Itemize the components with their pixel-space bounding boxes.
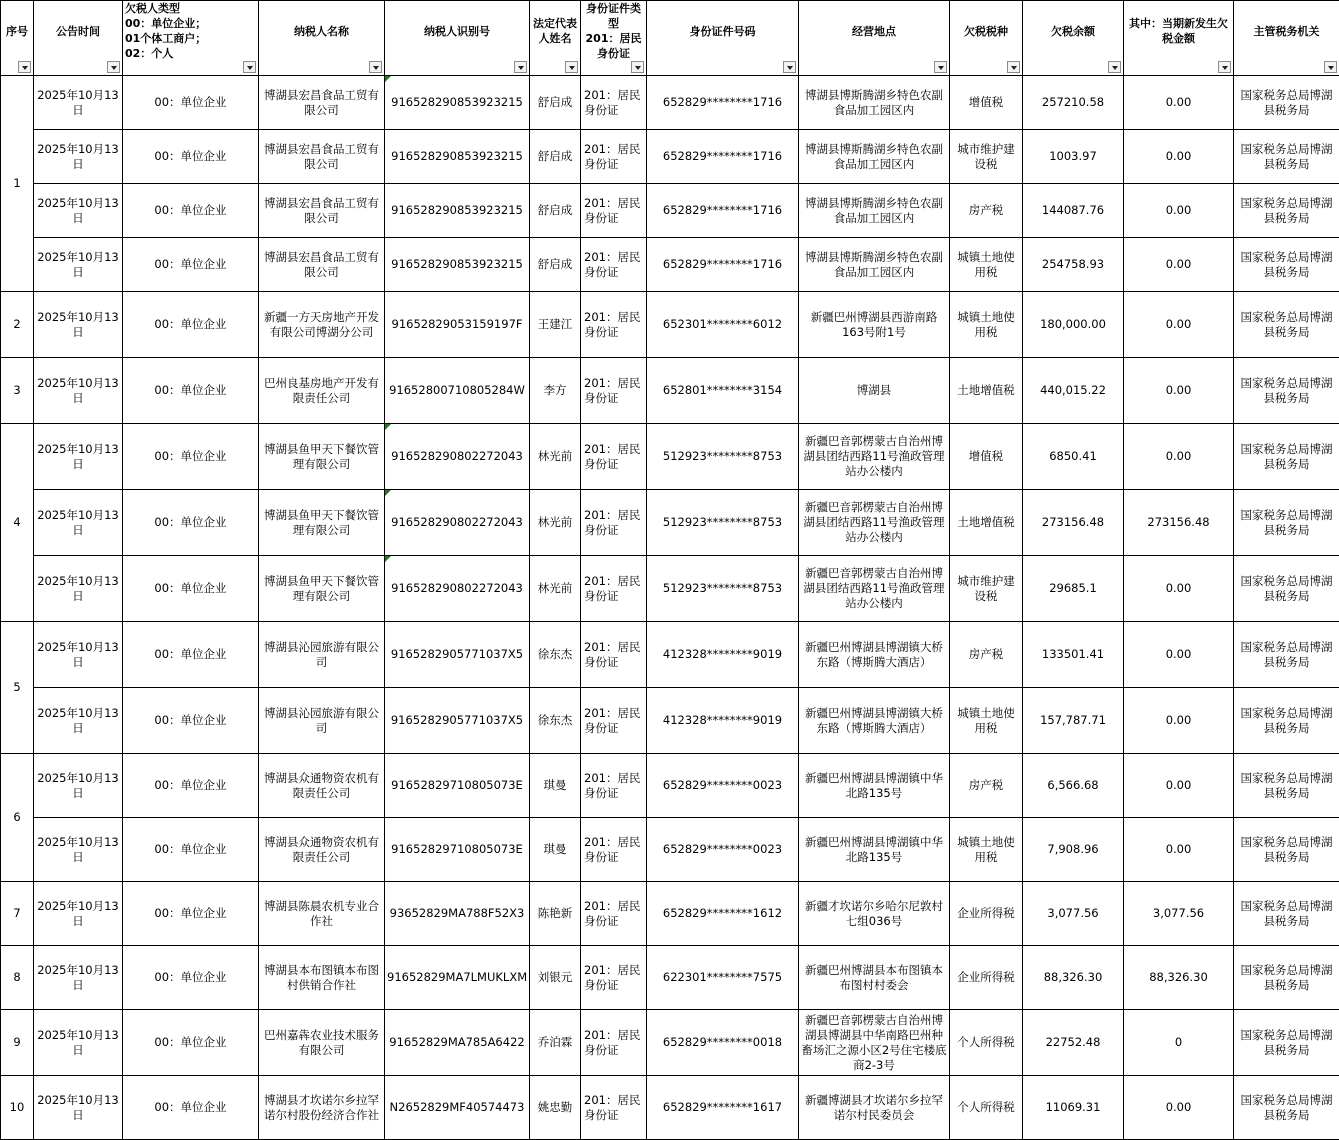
idtype-cell[interactable]: 201：居民身份证 xyxy=(581,490,647,556)
col-header-tin: 纳税人识别号 xyxy=(385,1,530,76)
new-arrears-cell[interactable]: 0.00 xyxy=(1124,238,1234,292)
rep-cell[interactable]: 琪曼 xyxy=(530,818,581,882)
date-cell[interactable]: 2025年10月13日 xyxy=(34,688,123,754)
col-header-office: 主管税务机关 xyxy=(1234,1,1339,76)
addr-cell[interactable]: 新疆巴州博湖县博湖镇大桥东路（博斯腾大酒店） xyxy=(799,622,950,688)
idno-cell[interactable]: 652829********1716 xyxy=(647,130,799,184)
office-cell[interactable]: 国家税务总局博湖县税务局 xyxy=(1234,688,1339,754)
rep-cell[interactable]: 林光前 xyxy=(530,424,581,490)
seq-cell[interactable]: 10 xyxy=(1,1076,34,1140)
idtype-cell[interactable]: 201：居民身份证 xyxy=(581,1076,647,1140)
rep-cell[interactable]: 姚忠勤 xyxy=(530,1076,581,1140)
comment-marker xyxy=(385,556,391,562)
filter-dropdown-icon[interactable] xyxy=(1324,61,1337,73)
filter-dropdown-icon[interactable] xyxy=(18,61,31,73)
tin-cell[interactable]: 91652829MA785A6422 xyxy=(385,1010,530,1076)
table-row xyxy=(1,556,1339,622)
col-header-new: 其中：当期新发生欠税金额 xyxy=(1124,1,1234,76)
idtype-cell[interactable]: 201：居民身份证 xyxy=(581,130,647,184)
seq-cell[interactable]: 5 xyxy=(1,622,34,754)
addr-cell[interactable]: 新疆巴州博湖县西游南路163号附1号 xyxy=(799,292,950,358)
rep-cell[interactable]: 琪曼 xyxy=(530,754,581,818)
new-arrears-cell[interactable]: 0.00 xyxy=(1124,754,1234,818)
idno-cell[interactable]: 512923********8753 xyxy=(647,490,799,556)
tax-cell[interactable]: 个人所得税 xyxy=(950,1010,1023,1076)
idtype-cell[interactable]: 201：居民身份证 xyxy=(581,688,647,754)
balance-cell[interactable]: 22752.48 xyxy=(1023,1010,1124,1076)
rep-cell[interactable]: 舒启成 xyxy=(530,76,581,130)
balance-cell[interactable]: 3,077.56 xyxy=(1023,882,1124,946)
balance-cell[interactable]: 257210.58 xyxy=(1023,76,1124,130)
filter-dropdown-icon[interactable] xyxy=(934,61,947,73)
tin-cell[interactable]: 916528290802272043 xyxy=(385,424,530,490)
name-cell[interactable]: 博湖县陈晨农机专业合作社 xyxy=(259,882,385,946)
office-cell[interactable]: 国家税务总局博湖县税务局 xyxy=(1234,556,1339,622)
col-header-date: 公告时间 xyxy=(34,1,123,76)
office-cell[interactable]: 国家税务总局博湖县税务局 xyxy=(1234,1076,1339,1140)
idno-cell[interactable]: 412328********9019 xyxy=(647,622,799,688)
idtype-cell[interactable]: 201：居民身份证 xyxy=(581,424,647,490)
addr-cell[interactable]: 博湖县博斯腾湖乡特色农副食品加工园区内 xyxy=(799,184,950,238)
type-cell[interactable]: 00：单位企业 xyxy=(123,358,259,424)
idno-cell[interactable]: 622301********7575 xyxy=(647,946,799,1010)
name-cell[interactable]: 博湖县宏昌食品工贸有限公司 xyxy=(259,238,385,292)
balance-cell[interactable]: 157,787.71 xyxy=(1023,688,1124,754)
type-cell[interactable]: 00：单位企业 xyxy=(123,76,259,130)
idtype-cell[interactable]: 201：居民身份证 xyxy=(581,882,647,946)
idtype-cell[interactable]: 201：居民身份证 xyxy=(581,238,647,292)
idtype-cell[interactable]: 201：居民身份证 xyxy=(581,76,647,130)
addr-cell[interactable]: 新疆巴州博湖县博湖镇大桥东路（博斯腾大酒店） xyxy=(799,688,950,754)
new-arrears-cell[interactable]: 0.00 xyxy=(1124,818,1234,882)
office-cell[interactable]: 国家税务总局博湖县税务局 xyxy=(1234,238,1339,292)
balance-cell[interactable]: 88,326.30 xyxy=(1023,946,1124,1010)
tax-cell[interactable]: 企业所得税 xyxy=(950,946,1023,1010)
idno-cell[interactable]: 652829********1716 xyxy=(647,76,799,130)
seq-cell[interactable]: 7 xyxy=(1,882,34,946)
table-row xyxy=(1,358,1339,424)
tax-cell[interactable]: 城市维护建设税 xyxy=(950,556,1023,622)
table-row xyxy=(1,490,1339,556)
rep-cell[interactable]: 林光前 xyxy=(530,556,581,622)
date-cell[interactable]: 2025年10月13日 xyxy=(34,1076,123,1140)
idno-cell[interactable]: 652301********6012 xyxy=(647,292,799,358)
type-cell[interactable]: 00：单位企业 xyxy=(123,130,259,184)
filter-dropdown-icon[interactable] xyxy=(631,61,644,73)
table-row xyxy=(1,238,1339,292)
name-cell[interactable]: 博湖县沁园旅游有限公司 xyxy=(259,688,385,754)
idno-cell[interactable]: 652829********1612 xyxy=(647,882,799,946)
name-cell[interactable]: 博湖县本布图镇本布图村供销合作社 xyxy=(259,946,385,1010)
office-cell[interactable]: 国家税务总局博湖县税务局 xyxy=(1234,622,1339,688)
rep-cell[interactable]: 林光前 xyxy=(530,490,581,556)
name-cell[interactable]: 巴州良基房地产开发有限责任公司 xyxy=(259,358,385,424)
table-row xyxy=(1,882,1339,946)
type-cell[interactable]: 00：单位企业 xyxy=(123,622,259,688)
tin-cell[interactable]: 916528290853923215 xyxy=(385,76,530,130)
table-row xyxy=(1,184,1339,238)
tin-cell[interactable]: 916528290853923215 xyxy=(385,184,530,238)
seq-cell[interactable]: 4 xyxy=(1,424,34,622)
col-header-idno: 身份证件号码 xyxy=(647,1,799,76)
seq-cell[interactable]: 2 xyxy=(1,292,34,358)
new-arrears-cell[interactable]: 0.00 xyxy=(1124,622,1234,688)
tin-cell[interactable]: 91652829MA7LMUKLXM xyxy=(385,946,530,1010)
idtype-cell[interactable]: 201：居民身份证 xyxy=(581,754,647,818)
filter-dropdown-icon[interactable] xyxy=(107,61,120,73)
new-arrears-cell[interactable]: 0.00 xyxy=(1124,358,1234,424)
balance-cell[interactable]: 11069.31 xyxy=(1023,1076,1124,1140)
idno-cell[interactable]: 652829********0018 xyxy=(647,1010,799,1076)
date-cell[interactable]: 2025年10月13日 xyxy=(34,292,123,358)
name-cell[interactable]: 博湖县鱼甲天下餐饮管理有限公司 xyxy=(259,556,385,622)
addr-cell[interactable]: 新疆博湖县才坎诺尔乡拉罕诺尔村民委员会 xyxy=(799,1076,950,1140)
col-header-rep: 法定代表人姓名 xyxy=(530,1,581,76)
office-cell[interactable]: 国家税务总局博湖县税务局 xyxy=(1234,1010,1339,1076)
table-row xyxy=(1,754,1339,818)
tin-cell[interactable]: 916528290802272043 xyxy=(385,556,530,622)
idno-cell[interactable]: 652829********0023 xyxy=(647,754,799,818)
type-cell[interactable]: 00：单位企业 xyxy=(123,688,259,754)
date-cell[interactable]: 2025年10月13日 xyxy=(34,556,123,622)
seq-cell[interactable]: 9 xyxy=(1,1010,34,1076)
table-row xyxy=(1,946,1339,1010)
name-cell[interactable]: 新疆一方天房地产开发有限公司博湖分公司 xyxy=(259,292,385,358)
addr-cell[interactable]: 新疆巴音郭楞蒙古自治州博湖县团结西路11号渔政管理站办公楼内 xyxy=(799,424,950,490)
name-cell[interactable]: 博湖县才坎诺尔乡拉罕诺尔村股份经济合作社 xyxy=(259,1076,385,1140)
date-cell[interactable]: 2025年10月13日 xyxy=(34,490,123,556)
rep-cell[interactable]: 陈艳新 xyxy=(530,882,581,946)
office-cell[interactable]: 国家税务总局博湖县税务局 xyxy=(1234,76,1339,130)
type-cell[interactable]: 00：单位企业 xyxy=(123,946,259,1010)
balance-cell[interactable]: 29685.1 xyxy=(1023,556,1124,622)
name-cell[interactable]: 博湖县宏昌食品工贸有限公司 xyxy=(259,130,385,184)
new-arrears-cell[interactable]: 3,077.56 xyxy=(1124,882,1234,946)
table-row xyxy=(1,1010,1339,1076)
balance-cell[interactable]: 273156.48 xyxy=(1023,490,1124,556)
type-cell[interactable]: 00：单位企业 xyxy=(123,556,259,622)
tax-cell[interactable]: 城市维护建设税 xyxy=(950,130,1023,184)
tin-cell[interactable]: 9165282905771037X5 xyxy=(385,622,530,688)
tax-cell[interactable]: 企业所得税 xyxy=(950,882,1023,946)
idno-cell[interactable]: 652829********1716 xyxy=(647,184,799,238)
new-arrears-cell[interactable]: 0 xyxy=(1124,1010,1234,1076)
type-cell[interactable]: 00：单位企业 xyxy=(123,238,259,292)
balance-cell[interactable]: 144087.76 xyxy=(1023,184,1124,238)
addr-cell[interactable]: 新疆巴音郭楞蒙古自治州博湖县博湖县中华南路巴州种畜场汇之源小区2号住宅楼底商2-3号 xyxy=(799,1010,950,1076)
new-arrears-cell[interactable]: 0.00 xyxy=(1124,424,1234,490)
addr-cell[interactable]: 新疆才坎诺尔乡哈尔尼敦村七组036号 xyxy=(799,882,950,946)
name-cell[interactable]: 博湖县鱼甲天下餐饮管理有限公司 xyxy=(259,490,385,556)
table-row xyxy=(1,818,1339,882)
addr-cell[interactable]: 新疆巴州博湖县博湖镇中华北路135号 xyxy=(799,818,950,882)
col-header-tax: 欠税税种 xyxy=(950,1,1023,76)
type-cell[interactable]: 00：单位企业 xyxy=(123,490,259,556)
col-header-addr: 经营地点 xyxy=(799,1,950,76)
tin-cell[interactable]: N2652829MF40574473 xyxy=(385,1076,530,1140)
type-cell[interactable]: 00：单位企业 xyxy=(123,818,259,882)
tax-cell[interactable]: 房产税 xyxy=(950,184,1023,238)
date-cell[interactable]: 2025年10月13日 xyxy=(34,76,123,130)
tin-cell[interactable]: 91652800710805284W xyxy=(385,358,530,424)
idtype-cell[interactable]: 201：居民身份证 xyxy=(581,1010,647,1076)
idno-cell[interactable]: 512923********8753 xyxy=(647,424,799,490)
name-cell[interactable]: 博湖县宏昌食品工贸有限公司 xyxy=(259,184,385,238)
rep-cell[interactable]: 乔泊霖 xyxy=(530,1010,581,1076)
name-cell[interactable]: 博湖县众通物资农机有限责任公司 xyxy=(259,754,385,818)
office-cell[interactable]: 国家税务总局博湖县税务局 xyxy=(1234,292,1339,358)
filter-dropdown-icon[interactable] xyxy=(565,61,578,73)
type-cell[interactable]: 00：单位企业 xyxy=(123,1010,259,1076)
balance-cell[interactable]: 6850.41 xyxy=(1023,424,1124,490)
addr-cell[interactable]: 博湖县博斯腾湖乡特色农副食品加工园区内 xyxy=(799,130,950,184)
name-cell[interactable]: 博湖县众通物资农机有限责任公司 xyxy=(259,818,385,882)
idno-cell[interactable]: 412328********9019 xyxy=(647,688,799,754)
tax-cell[interactable]: 个人所得税 xyxy=(950,1076,1023,1140)
date-cell[interactable]: 2025年10月13日 xyxy=(34,130,123,184)
date-cell[interactable]: 2025年10月13日 xyxy=(34,754,123,818)
balance-cell[interactable]: 1003.97 xyxy=(1023,130,1124,184)
name-cell[interactable]: 博湖县宏昌食品工贸有限公司 xyxy=(259,76,385,130)
tin-cell[interactable]: 91652829710805073E xyxy=(385,818,530,882)
office-cell[interactable]: 国家税务总局博湖县税务局 xyxy=(1234,130,1339,184)
tax-cell[interactable]: 城镇土地使用税 xyxy=(950,292,1023,358)
table-row xyxy=(1,76,1339,130)
filter-dropdown-icon[interactable] xyxy=(1218,61,1231,73)
rep-cell[interactable]: 刘银元 xyxy=(530,946,581,1010)
idno-cell[interactable]: 652829********0023 xyxy=(647,818,799,882)
seq-cell[interactable]: 8 xyxy=(1,946,34,1010)
tin-cell[interactable]: 916528290853923215 xyxy=(385,130,530,184)
tin-cell[interactable]: 916528290802272043 xyxy=(385,490,530,556)
balance-cell[interactable]: 6,566.68 xyxy=(1023,754,1124,818)
tax-cell[interactable]: 房产税 xyxy=(950,754,1023,818)
date-cell[interactable]: 2025年10月13日 xyxy=(34,1010,123,1076)
office-cell[interactable]: 国家税务总局博湖县税务局 xyxy=(1234,946,1339,1010)
seq-cell[interactable]: 6 xyxy=(1,754,34,882)
table-row xyxy=(1,688,1339,754)
type-cell[interactable]: 00：单位企业 xyxy=(123,882,259,946)
balance-cell[interactable]: 254758.93 xyxy=(1023,238,1124,292)
office-cell[interactable]: 国家税务总局博湖县税务局 xyxy=(1234,818,1339,882)
col-header-name: 纳税人名称 xyxy=(259,1,385,76)
idno-cell[interactable]: 652801********3154 xyxy=(647,358,799,424)
date-cell[interactable]: 2025年10月13日 xyxy=(34,184,123,238)
idno-cell[interactable]: 652829********1617 xyxy=(647,1076,799,1140)
rep-cell[interactable]: 李方 xyxy=(530,358,581,424)
date-cell[interactable]: 2025年10月13日 xyxy=(34,424,123,490)
addr-cell[interactable]: 新疆巴州博湖县博湖镇中华北路135号 xyxy=(799,754,950,818)
addr-cell[interactable]: 新疆巴州博湖县本布图镇本布图村村委会 xyxy=(799,946,950,1010)
name-cell[interactable]: 巴州嘉犇农业技术服务有限公司 xyxy=(259,1010,385,1076)
comment-marker xyxy=(385,424,391,430)
tax-cell[interactable]: 增值税 xyxy=(950,76,1023,130)
table-row xyxy=(1,292,1339,358)
date-cell[interactable]: 2025年10月13日 xyxy=(34,238,123,292)
new-arrears-cell[interactable]: 0.00 xyxy=(1124,292,1234,358)
table-row xyxy=(1,1076,1339,1140)
addr-cell[interactable]: 博湖县 xyxy=(799,358,950,424)
new-arrears-cell[interactable]: 0.00 xyxy=(1124,130,1234,184)
col-header-bal: 欠税余额 xyxy=(1023,1,1124,76)
new-arrears-cell[interactable]: 0.00 xyxy=(1124,688,1234,754)
idno-cell[interactable]: 652829********1716 xyxy=(647,238,799,292)
addr-cell[interactable]: 博湖县博斯腾湖乡特色农副食品加工园区内 xyxy=(799,238,950,292)
office-cell[interactable]: 国家税务总局博湖县税务局 xyxy=(1234,424,1339,490)
col-header-seq: 序号 xyxy=(1,1,34,76)
comment-marker xyxy=(385,76,391,82)
addr-cell[interactable]: 博湖县博斯腾湖乡特色农副食品加工园区内 xyxy=(799,76,950,130)
seq-cell[interactable]: 3 xyxy=(1,358,34,424)
seq-cell[interactable]: 1 xyxy=(1,76,34,292)
tax-cell[interactable]: 城镇土地使用税 xyxy=(950,688,1023,754)
new-arrears-cell[interactable]: 273156.48 xyxy=(1124,490,1234,556)
type-cell[interactable]: 00：单位企业 xyxy=(123,754,259,818)
type-cell[interactable]: 00：单位企业 xyxy=(123,184,259,238)
table-row xyxy=(1,130,1339,184)
date-cell[interactable]: 2025年10月13日 xyxy=(34,358,123,424)
rep-cell[interactable]: 王建江 xyxy=(530,292,581,358)
balance-cell[interactable]: 180,000.00 xyxy=(1023,292,1124,358)
table-row xyxy=(1,424,1339,490)
type-cell[interactable]: 00：单位企业 xyxy=(123,292,259,358)
filter-dropdown-icon[interactable] xyxy=(243,61,256,73)
tax-cell[interactable]: 增值税 xyxy=(950,424,1023,490)
tin-cell[interactable]: 916528290853923215 xyxy=(385,238,530,292)
date-cell[interactable]: 2025年10月13日 xyxy=(34,818,123,882)
new-arrears-cell[interactable]: 0.00 xyxy=(1124,556,1234,622)
rep-cell[interactable]: 舒启成 xyxy=(530,130,581,184)
date-cell[interactable]: 2025年10月13日 xyxy=(34,622,123,688)
rep-cell[interactable]: 舒启成 xyxy=(530,184,581,238)
office-cell[interactable]: 国家税务总局博湖县税务局 xyxy=(1234,882,1339,946)
office-cell[interactable]: 国家税务总局博湖县税务局 xyxy=(1234,358,1339,424)
col-header-idtype: 身份证件类型 201：居民身份证 xyxy=(581,1,647,76)
tin-cell[interactable]: 91652829710805073E xyxy=(385,754,530,818)
office-cell[interactable]: 国家税务总局博湖县税务局 xyxy=(1234,490,1339,556)
idtype-cell[interactable]: 201：居民身份证 xyxy=(581,556,647,622)
idtype-cell[interactable]: 201：居民身份证 xyxy=(581,622,647,688)
idtype-cell[interactable]: 201：居民身份证 xyxy=(581,184,647,238)
idno-cell[interactable]: 512923********8753 xyxy=(647,556,799,622)
addr-cell[interactable]: 新疆巴音郭楞蒙古自治州博湖县团结西路11号渔政管理站办公楼内 xyxy=(799,556,950,622)
date-cell[interactable]: 2025年10月13日 xyxy=(34,946,123,1010)
new-arrears-cell[interactable]: 0.00 xyxy=(1124,184,1234,238)
tax-cell[interactable]: 城镇土地使用税 xyxy=(950,238,1023,292)
filter-dropdown-icon[interactable] xyxy=(1108,61,1121,73)
filter-dropdown-icon[interactable] xyxy=(514,61,527,73)
idtype-cell[interactable]: 201：居民身份证 xyxy=(581,292,647,358)
tin-cell[interactable]: 91652829053159197F xyxy=(385,292,530,358)
rep-cell[interactable]: 舒启成 xyxy=(530,238,581,292)
name-cell[interactable]: 博湖县鱼甲天下餐饮管理有限公司 xyxy=(259,424,385,490)
name-cell[interactable]: 博湖县沁园旅游有限公司 xyxy=(259,622,385,688)
new-arrears-cell[interactable]: 0.00 xyxy=(1124,1076,1234,1140)
idtype-cell[interactable]: 201：居民身份证 xyxy=(581,358,647,424)
header-row xyxy=(1,1,1339,76)
office-cell[interactable]: 国家税务总局博湖县税务局 xyxy=(1234,184,1339,238)
tax-cell[interactable]: 土地增值税 xyxy=(950,490,1023,556)
addr-cell[interactable]: 新疆巴音郭楞蒙古自治州博湖县团结西路11号渔政管理站办公楼内 xyxy=(799,490,950,556)
col-header-type: 欠税人类型 00：单位企业； 01个体工商户； 02：个人 xyxy=(123,1,259,76)
tax-cell[interactable]: 土地增值税 xyxy=(950,358,1023,424)
balance-cell[interactable]: 7,908.96 xyxy=(1023,818,1124,882)
filter-dropdown-icon[interactable] xyxy=(369,61,382,73)
comment-marker xyxy=(385,490,391,496)
idtype-cell[interactable]: 201：居民身份证 xyxy=(581,946,647,1010)
tax-cell[interactable]: 城镇土地使用税 xyxy=(950,818,1023,882)
date-cell[interactable]: 2025年10月13日 xyxy=(34,882,123,946)
new-arrears-cell[interactable]: 0.00 xyxy=(1124,76,1234,130)
tax-cell[interactable]: 房产税 xyxy=(950,622,1023,688)
table-row xyxy=(1,622,1339,688)
tin-cell[interactable]: 9165282905771037X5 xyxy=(385,688,530,754)
type-cell[interactable]: 00：单位企业 xyxy=(123,1076,259,1140)
balance-cell[interactable]: 440,015.22 xyxy=(1023,358,1124,424)
type-cell[interactable]: 00：单位企业 xyxy=(123,424,259,490)
balance-cell[interactable]: 133501.41 xyxy=(1023,622,1124,688)
new-arrears-cell[interactable]: 88,326.30 xyxy=(1124,946,1234,1010)
tin-cell[interactable]: 93652829MA788F52X3 xyxy=(385,882,530,946)
filter-dropdown-icon[interactable] xyxy=(783,61,796,73)
idtype-cell[interactable]: 201：居民身份证 xyxy=(581,818,647,882)
office-cell[interactable]: 国家税务总局博湖县税务局 xyxy=(1234,754,1339,818)
filter-dropdown-icon[interactable] xyxy=(1007,61,1020,73)
rep-cell[interactable]: 徐东杰 xyxy=(530,688,581,754)
rep-cell[interactable]: 徐东杰 xyxy=(530,622,581,688)
